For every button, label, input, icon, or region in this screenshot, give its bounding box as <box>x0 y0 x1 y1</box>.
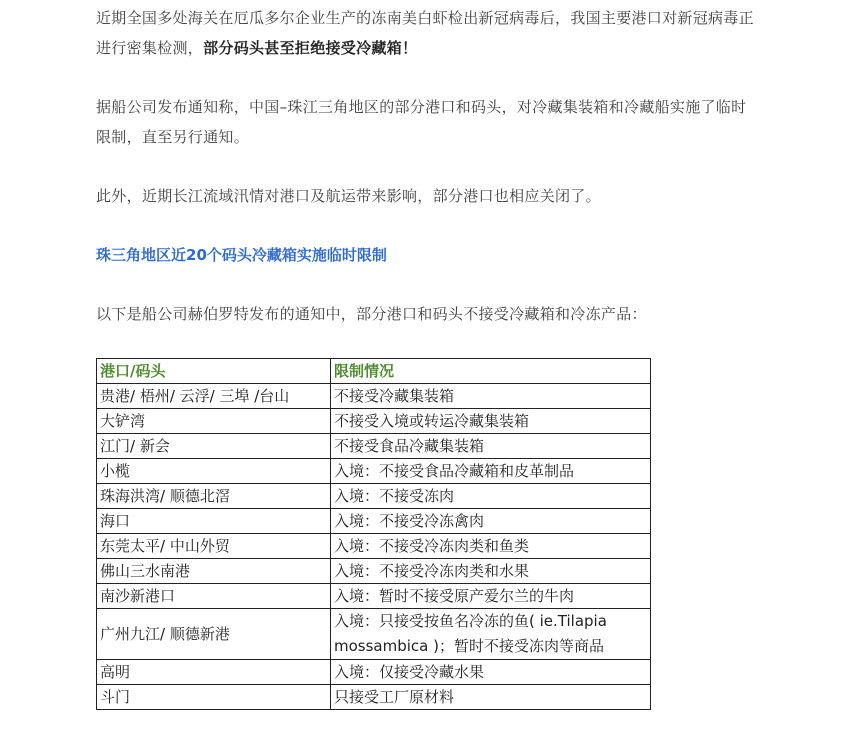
cell-port: 南沙新港口 <box>97 584 331 609</box>
cell-restriction: 入境：不接受冷冻肉类和鱼类 <box>331 534 651 559</box>
table-header-row <box>97 359 651 384</box>
cell-port: 东莞太平/ 中山外贸 <box>97 534 331 559</box>
cell-restriction: 只接受工厂原材料 <box>331 685 651 710</box>
cell-port: 江门/ 新会 <box>97 434 331 459</box>
cell-port: 佛山三水南港 <box>97 559 331 584</box>
header-restriction: 限制情况 <box>331 359 651 384</box>
cell-port: 广州九江/ 顺德新港 <box>97 609 331 660</box>
table-row <box>97 409 651 434</box>
table-row <box>97 559 651 584</box>
table-row <box>97 484 651 509</box>
paragraph-table-intro: 以下是船公司赫伯罗特发布的通知中，部分港口和码头不接受冷藏箱和冷冻产品： <box>96 305 647 323</box>
table-row <box>97 509 651 534</box>
cell-port: 海口 <box>97 509 331 534</box>
table-row <box>97 685 651 710</box>
cell-port: 贵港/ 梧州/ 云浮/ 三埠 /台山 <box>97 384 331 409</box>
paragraph-shipping-notice: 据船公司发布通知称，中国–珠江三角地区的部分港口和码头，对冷藏集装箱和冷藏船实施了临时限制，直至另行通知。 <box>96 98 747 146</box>
paragraph-flood-impact: 此外，近期长江流域汛情对港口及航运带来影响，部分港口也相应关闭了。 <box>96 187 601 205</box>
cell-restriction: 不接受冷藏集装箱 <box>331 384 651 409</box>
table-row <box>97 459 651 484</box>
cell-restriction: 入境：只接受按鱼名冷冻的鱼( ie.Tilapia mossambica )；暂时不接受冻肉等商品 <box>331 609 651 660</box>
cell-port: 大铲湾 <box>97 409 331 434</box>
port-restriction-table <box>96 358 651 710</box>
cell-port: 高明 <box>97 660 331 685</box>
cell-restriction: 入境：仅接受冷藏水果 <box>331 660 651 685</box>
section-heading: 珠三角地区近20个码头冷藏箱实施临时限制 <box>96 246 387 264</box>
cell-port: 珠海洪湾/ 顺德北滘 <box>97 484 331 509</box>
table-row <box>97 584 651 609</box>
cell-restriction: 入境：暂时不接受原产爱尔兰的牛肉 <box>331 584 651 609</box>
table-row <box>97 434 651 459</box>
cell-restriction: 不接受入境或转运冷藏集装箱 <box>331 409 651 434</box>
paragraph-intro <box>96 3 756 63</box>
cell-restriction: 入境：不接受冷冻禽肉 <box>331 509 651 534</box>
table-row <box>97 660 651 685</box>
cell-port: 斗门 <box>97 685 331 710</box>
table-row <box>97 609 651 660</box>
cell-restriction: 入境：不接受冻肉 <box>331 484 651 509</box>
cell-restriction: 入境：不接受冷冻肉类和水果 <box>331 559 651 584</box>
table-row <box>97 384 651 409</box>
cell-restriction: 入境：不接受食品冷藏箱和皮革制品 <box>331 459 651 484</box>
header-port: 港口/码头 <box>97 359 331 384</box>
cell-restriction: 不接受食品冷藏集装箱 <box>331 434 651 459</box>
table-row <box>97 534 651 559</box>
paragraph-intro-bold: 部分码头甚至拒绝接受冷藏箱！ <box>203 39 418 57</box>
paragraph-intro-text: 近期全国多处海关在厄瓜多尔企业生产的冻南美白虾检出新冠病毒后，我国主要港口对新冠病毒正进行密集检测， <box>96 9 754 57</box>
cell-port: 小榄 <box>97 459 331 484</box>
